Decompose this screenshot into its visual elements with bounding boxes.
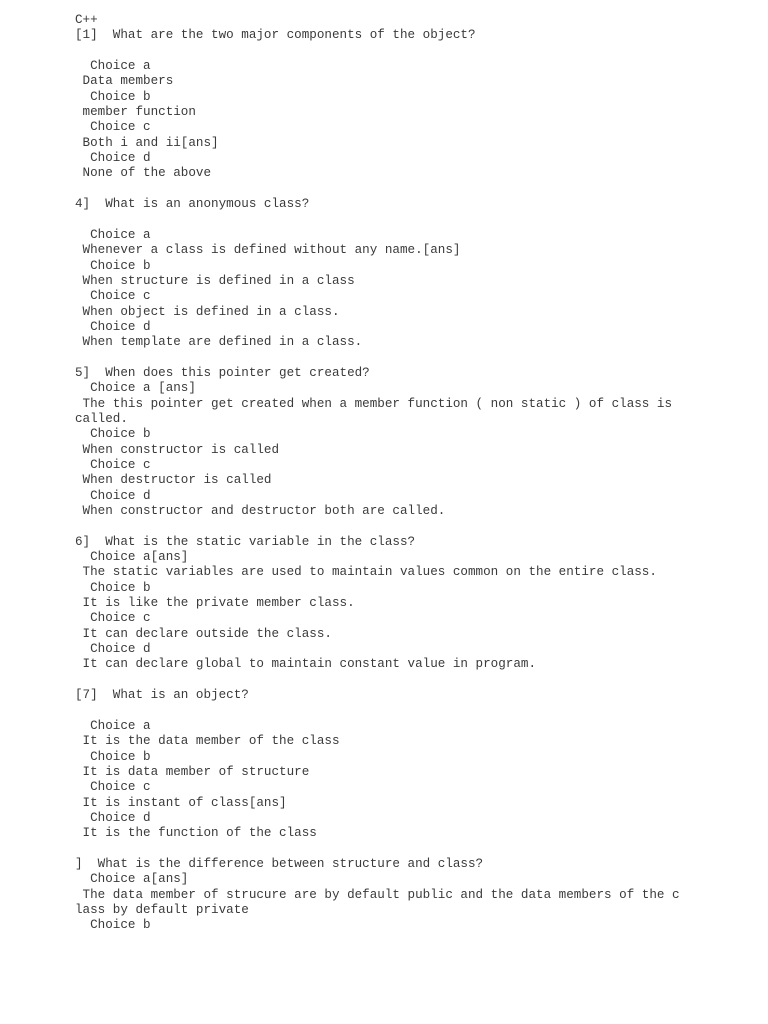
answer-text: Whenever a class is defined without any name.[ans] — [75, 243, 461, 258]
choice-label: Choice a — [75, 718, 151, 733]
answer-text: Both i and ii[ans] — [75, 135, 219, 150]
question-line: 5] When does this pointer get created? — [75, 365, 370, 380]
answer-text: When constructor is called — [75, 442, 280, 457]
choice-label: Choice a[ans] — [75, 872, 189, 887]
answer-text: The this pointer get created when a member function ( non static ) of class is — [75, 396, 673, 411]
document-page — [75, 13, 685, 934]
answer-text: The data member of strucure are by default public and the data members of the c — [75, 887, 680, 902]
choice-label: Choice a — [75, 227, 151, 242]
blank-line — [75, 842, 685, 857]
choice-label: Choice c — [75, 120, 151, 135]
answer-text: The static variables are used to maintain values common on the entire class. — [75, 565, 657, 580]
blank-line — [75, 212, 685, 227]
answer-text: member function — [75, 105, 196, 120]
choice-label: Choice c — [75, 289, 151, 304]
answer-text: When destructor is called — [75, 473, 272, 488]
question-line: 6] What is the static variable in the class? — [75, 534, 416, 549]
question-line: [7] What is an object? — [75, 688, 249, 703]
blank-line — [75, 673, 685, 688]
answer-text: It can declare global to maintain constant value in program. — [75, 657, 537, 672]
choice-label: Choice b — [75, 580, 151, 595]
answer-text: When template are defined in a class. — [75, 335, 363, 350]
answer-text: When constructor and destructor both are called. — [75, 504, 446, 518]
blank-line — [75, 44, 685, 59]
choice-label: Choice c — [75, 611, 151, 626]
choice-label: Choice b — [75, 258, 151, 273]
answer-text: It is the function of the class — [75, 826, 317, 841]
blank-line — [75, 703, 685, 718]
choice-label: Choice b — [75, 918, 151, 933]
answer-text: It is the data member of the class — [75, 734, 340, 749]
choice-label: Choice a — [75, 59, 151, 74]
question-line: [1] What are the two major components of the object? — [75, 28, 476, 43]
choice-label: Choice d — [75, 488, 151, 503]
answer-text: Data members — [75, 74, 174, 89]
choice-label: Choice b — [75, 427, 151, 442]
choice-label: Choice b — [75, 89, 151, 104]
choice-label: Choice a [ans] — [75, 381, 196, 396]
answer-text: When object is defined in a class. — [75, 304, 340, 319]
answer-text: When structure is defined in a class — [75, 273, 355, 288]
answer-text: It is like the private member class. — [75, 596, 355, 611]
blank-line — [75, 182, 685, 197]
choice-label: Choice b — [75, 749, 151, 764]
choice-label: Choice d — [75, 642, 151, 657]
choice-label: Choice a[ans] — [75, 550, 189, 565]
choice-label: Choice d — [75, 810, 151, 825]
answer-text: called. — [75, 411, 128, 426]
answer-text: lass by default private — [75, 902, 249, 917]
answer-text: It is data member of structure — [75, 764, 310, 779]
blank-line — [75, 351, 685, 366]
answer-text: None of the above — [75, 166, 212, 181]
document-title: C++ — [75, 13, 98, 27]
choice-label: Choice d — [75, 319, 151, 334]
answer-text: It is instant of class[ans] — [75, 795, 287, 810]
question-line: 4] What is an anonymous class? — [75, 197, 310, 212]
answer-text: It can declare outside the class. — [75, 626, 332, 641]
choice-label: Choice c — [75, 457, 151, 472]
choice-label: Choice d — [75, 151, 151, 166]
blank-line — [75, 519, 685, 534]
choice-label: Choice c — [75, 780, 151, 795]
question-line: ] What is the difference between structure and class? — [75, 856, 484, 871]
